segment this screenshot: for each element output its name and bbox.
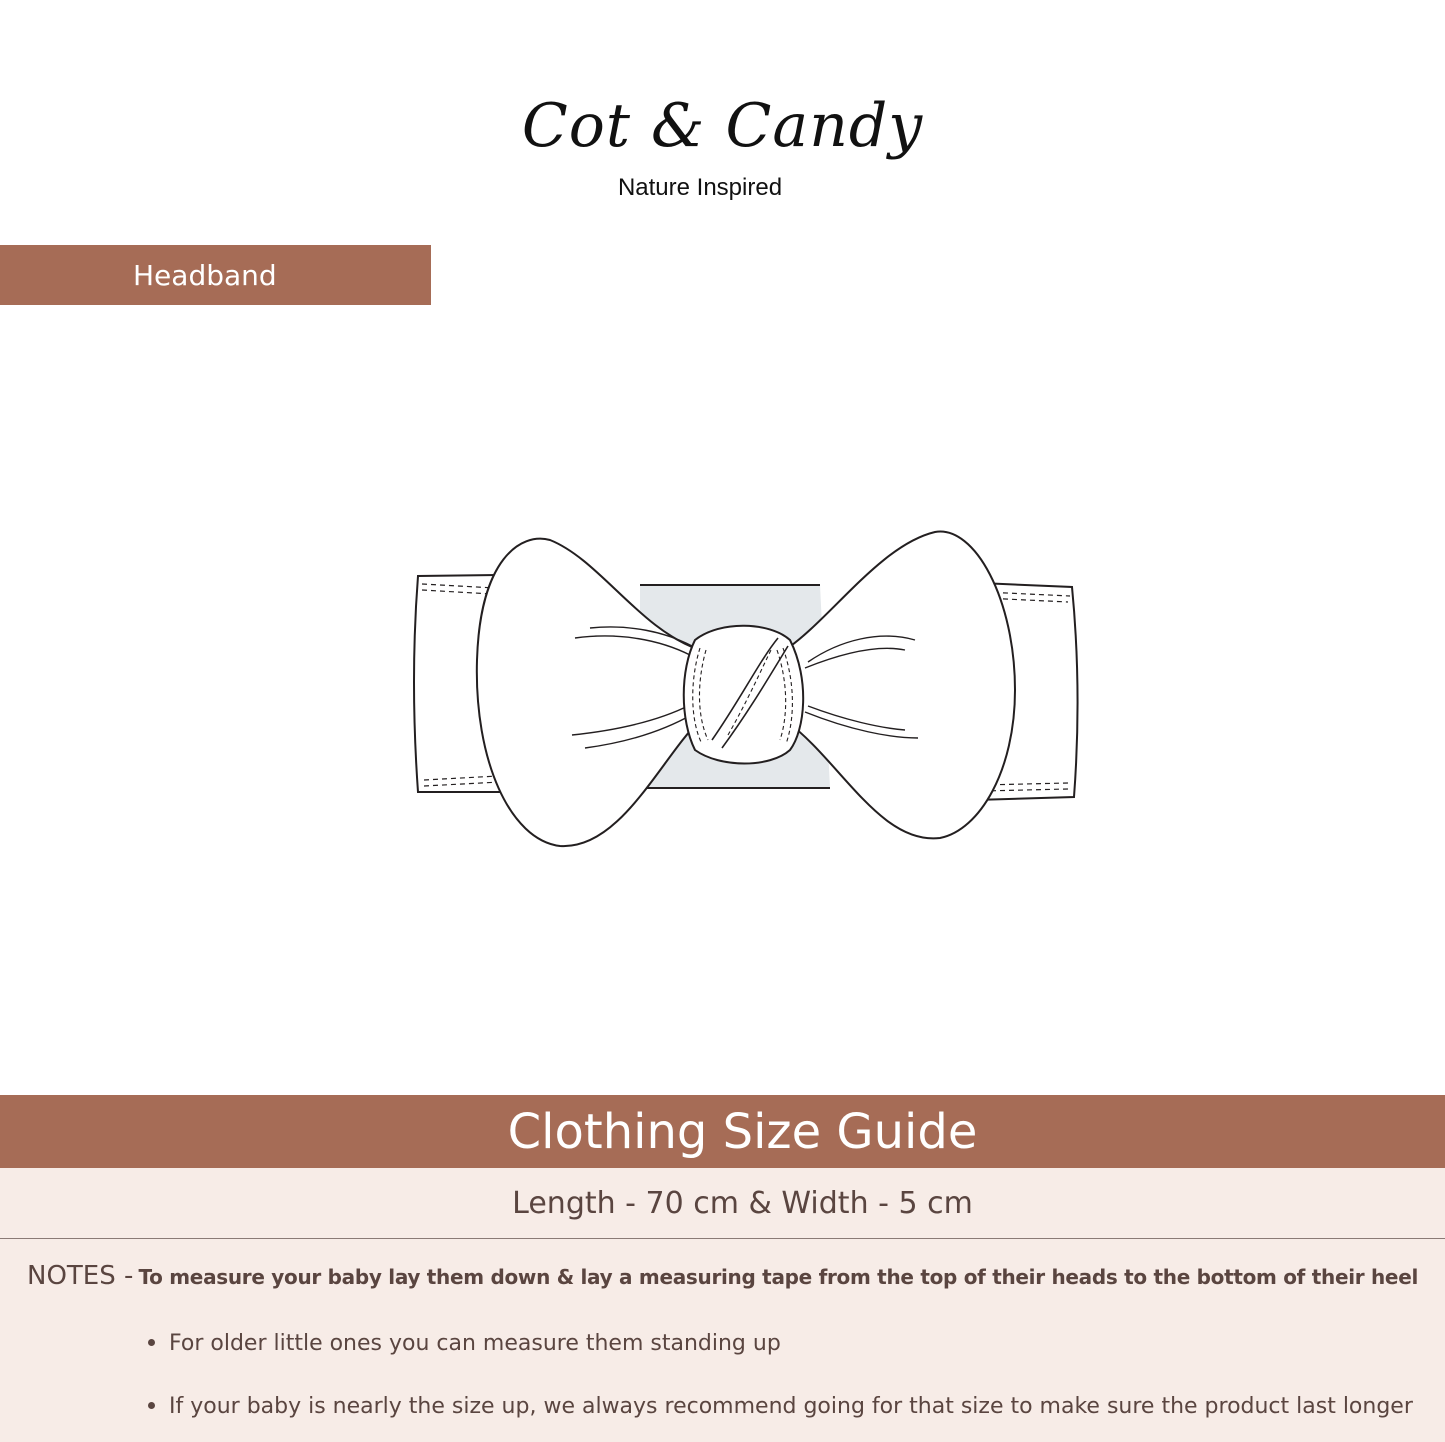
notes-bullet-item bbox=[148, 1331, 781, 1356]
size-guide-banner bbox=[0, 1095, 1445, 1168]
notes-label: NOTES - bbox=[27, 1261, 134, 1291]
brand-tagline: Nature Inspired bbox=[617, 174, 783, 201]
notes-main-text: To measure your baby lay them down & lay a measuring tape from the top of their heads to the bottom of their heel bbox=[138, 1265, 1419, 1289]
dimensions-row bbox=[0, 1168, 1445, 1239]
bow-right-loop bbox=[785, 532, 1015, 839]
product-category-banner bbox=[0, 245, 431, 305]
notes-bullet-item bbox=[148, 1394, 1413, 1419]
brand-logo bbox=[0, 92, 1445, 212]
bullet-dot-icon bbox=[148, 1402, 155, 1409]
notes-section bbox=[0, 1239, 1445, 1442]
headband-bow-illustration bbox=[395, 520, 1095, 860]
product-category-label: Headband bbox=[133, 258, 277, 292]
dimensions-text: Length - 70 cm & Width - 5 cm bbox=[512, 1185, 973, 1221]
notes-bullet-text: For older little ones you can measure them standing up bbox=[169, 1331, 781, 1356]
notes-header bbox=[27, 1261, 1418, 1291]
bullet-dot-icon bbox=[148, 1339, 155, 1346]
brand-name: Cot & Candy bbox=[521, 91, 924, 161]
notes-bullet-text: If your baby is nearly the size up, we always recommend going for that size to make sure the product last longer bbox=[169, 1394, 1413, 1419]
size-guide-title: Clothing Size Guide bbox=[507, 1103, 978, 1160]
